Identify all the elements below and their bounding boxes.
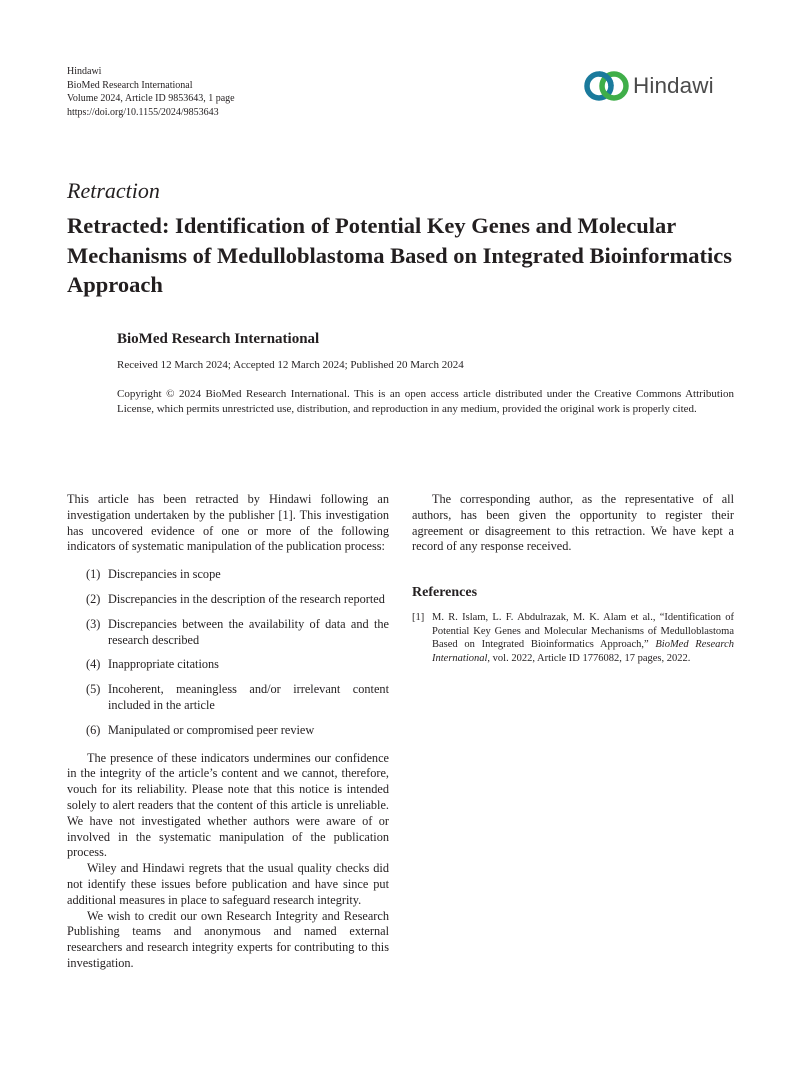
hindawi-rings-icon: [584, 67, 630, 105]
article-type: Retraction: [67, 178, 160, 203]
list-number: (3): [86, 616, 101, 631]
reference-number: [1]: [412, 611, 425, 623]
list-item: [67, 592, 389, 608]
list-text: Inappropriate citations: [108, 657, 219, 672]
publisher-line: Hindawi: [67, 66, 102, 77]
hindawi-logo: [584, 66, 714, 106]
reference-authors-title: M. R. Islam, L. F. Abdulrazak, M. K. Alam et al., “Identification of Potential Key Genes and Molecular Mechanisms of Medulloblastoma Based on Integrated Bioinformatics Approach,”: [432, 611, 734, 651]
reference-details: , vol. 2022, Article ID 1776082, 17 pages, 2022.: [487, 652, 691, 664]
list-item: [67, 657, 389, 673]
copyright-notice: Copyright © 2024 BioMed Research International. This is an open access article distributed under the Creative Commons Attribution License, which permits unrestricted use, distribution, and reproduction in any medium, provided the original work is properly cited.: [117, 388, 734, 415]
list-text: Manipulated or compromised peer review: [108, 722, 315, 737]
list-item: [67, 617, 389, 649]
body-paragraph: The presence of these indicators undermines our confidence in the integrity of the article’s content and we cannot, therefore, vouch for its reliability. Please note that this notice is intended solely to alert readers that the content of this article is unreliable. We have not investigated whether authors were aware of or involved in the systematic manipulation of the publication process.: [67, 750, 389, 860]
volume-line: Volume 2024, Article ID 9853643, 1 page: [67, 93, 235, 105]
list-number: (5): [86, 682, 101, 697]
list-number: (6): [86, 722, 101, 737]
publication-dates: Received 12 March 2024; Accepted 12 March 2024; Published 20 March 2024: [117, 359, 464, 371]
reference-text: [432, 611, 734, 665]
list-text: Discrepancies between the availability of data and the research described: [108, 616, 389, 647]
list-item: [67, 723, 389, 739]
logo-wordmark: Hindawi: [633, 73, 714, 98]
journal-header: [67, 65, 235, 119]
body-paragraph: We wish to credit our own Research Integrity and Research Publishing teams and anonymous and named external researchers and research integrity experts for contributing to this investigation.: [67, 908, 389, 970]
intro-paragraph: This article has been retracted by Hindawi following an investigation undertaken by the publisher [1]. This investigation has uncovered evidence of one or more of the following indicators of systematic manipulation of the publication process:: [67, 492, 389, 554]
indicator-list: [67, 567, 389, 738]
references-heading: References: [412, 585, 478, 601]
journal-name-line: BioMed Research International: [67, 79, 193, 91]
list-number: (2): [86, 591, 101, 606]
reference-journal: BioMed Research International: [432, 639, 734, 664]
author: BioMed Research International: [117, 331, 320, 347]
doi-line: https://doi.org/10.1155/2024/9853643: [67, 106, 219, 118]
body-paragraph: Wiley and Hindawi regrets that the usual quality checks did not identify these issues before publication and have since put additional measures in place to safeguard research integrity.: [67, 861, 389, 907]
list-text: Discrepancies in scope: [108, 567, 221, 582]
body-paragraph: The corresponding author, as the representative of all authors, has been given the opportunity to register their agreement or disagreement to this retraction. We have kept a record of any response received.: [412, 492, 734, 554]
article-title: Retracted: Identification of Potential Key Genes and Molecular Mechanisms of Medulloblastoma Based on Integrated Bioinformatics Approach: [67, 213, 732, 297]
list-number: (1): [86, 567, 101, 582]
list-item: [67, 567, 389, 583]
list-number: (4): [86, 657, 101, 672]
list-text: Discrepancies in the description of the research reported: [108, 591, 385, 606]
reference-item: [412, 611, 734, 665]
list-item: [67, 682, 389, 714]
list-text: Incoherent, meaningless and/or irrelevant content included in the article: [108, 682, 389, 712]
right-column: [412, 492, 734, 665]
left-column: [67, 492, 389, 972]
